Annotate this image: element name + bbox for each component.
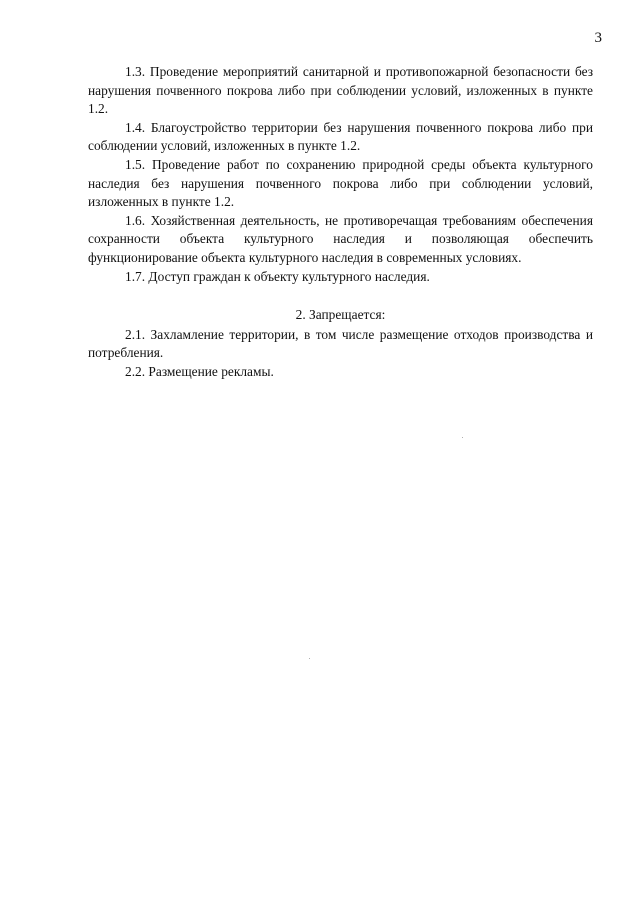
page-number: 3 [594,30,602,46]
paragraph-2-2: 2.2. Размещение рекламы. [125,363,274,379]
scan-speck [309,658,310,659]
scan-speck [462,437,463,438]
paragraph-2-1: 2.1. Захламление территории, в том числе размещение отходов производства и потребления. [88,326,593,361]
document-body [88,63,593,382]
paragraph-1-6: 1.6. Хозяйственная деятельность, не противоречащая требованиям обеспечения сохранности объекта культурного наследия и позволяющая обеспечить функционирование объекта культурного наследия в современных условиях. [88,212,593,265]
section-heading-prohibited: 2. Запрещается: [295,307,386,323]
paragraph-1-7: 1.7. Доступ граждан к объекту культурного наследия. [125,268,430,284]
paragraph-1-5: 1.5. Проведение работ по сохранению природной среды объекта культурного наследия без нарушения почвенного покрова либо при соблюдении условий, изложенных в пункте 1.2. [88,156,593,210]
paragraph-1-3: 1.3. Проведение мероприятий санитарной и противопожарной безопасности без нарушения почвенного покрова либо при соблюдении условий, изложенных в пункте 1.2. [88,64,593,117]
paragraph-1-4: 1.4. Благоустройство территории без нарушения почвенного покрова либо при соблюдении условий, изложенных в пункте 1.2. [88,119,593,154]
